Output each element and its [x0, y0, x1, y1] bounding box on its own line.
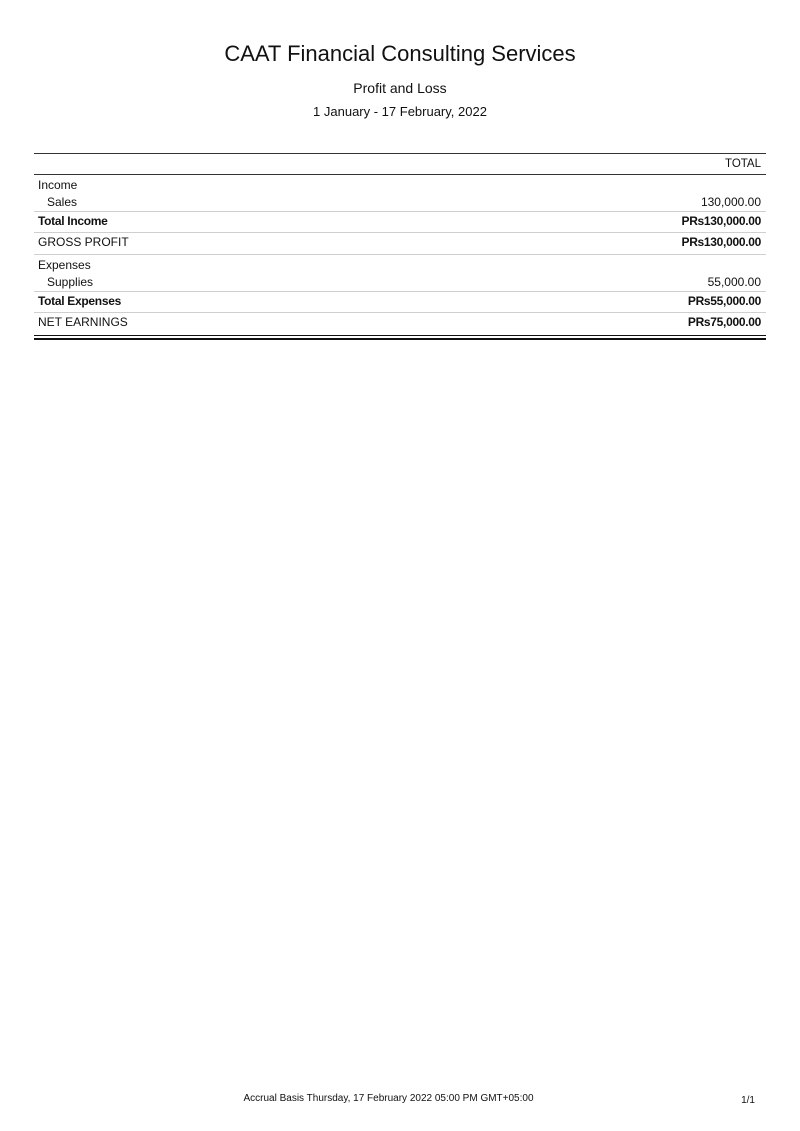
row-label: Income — [38, 178, 78, 192]
row-net-earnings — [34, 313, 766, 335]
report-period: 1 January - 17 February, 2022 — [313, 104, 487, 119]
row-amount: 130,000.00 — [700, 195, 761, 209]
row-supplies — [34, 273, 766, 291]
row-sales — [34, 193, 766, 211]
row-label: Sales — [47, 195, 78, 209]
double-rule-divider — [34, 335, 766, 340]
table-header — [34, 154, 766, 175]
profit-loss-table — [34, 153, 766, 340]
row-label: Expenses — [38, 258, 91, 272]
company-name: CAAT Financial Consulting Services — [224, 41, 576, 66]
row-label: GROSS PROFIT — [38, 235, 129, 249]
row-label: Total Expenses — [38, 294, 121, 308]
section-income — [34, 175, 766, 193]
row-amount: 55,000.00 — [707, 275, 761, 289]
row-amount: PRs55,000.00 — [687, 294, 761, 308]
row-gross-profit — [34, 233, 766, 255]
row-amount: PRs130,000.00 — [681, 214, 761, 228]
row-amount: PRs130,000.00 — [681, 235, 761, 249]
section-expenses — [34, 255, 766, 273]
row-label: NET EARNINGS — [38, 315, 128, 329]
row-label: Total Income — [38, 214, 108, 228]
row-label: Supplies — [47, 275, 94, 289]
row-amount: PRs75,000.00 — [687, 315, 761, 329]
column-header-total: TOTAL — [725, 158, 761, 170]
report-title: Profit and Loss — [353, 80, 447, 96]
row-total-expenses — [34, 291, 766, 313]
page-number: 1/1 — [741, 1095, 755, 1106]
row-total-income — [34, 211, 766, 233]
footer-basis-timestamp: Accrual Basis Thursday, 17 February 2022 05:00 PM GMT+05:00 — [243, 1093, 534, 1104]
